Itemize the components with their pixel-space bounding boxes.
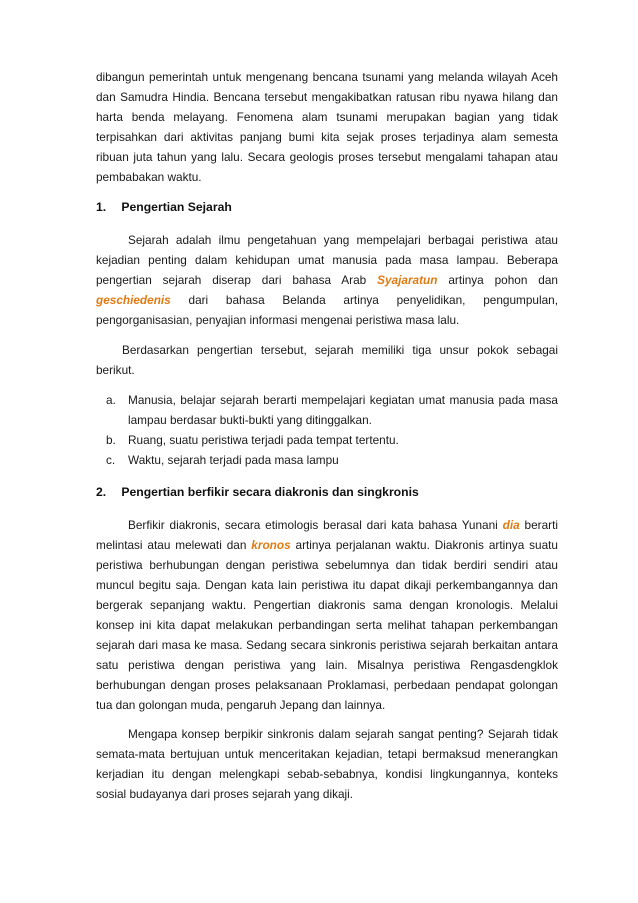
section-1-heading (96, 197, 558, 217)
text-run: Sejarah adalah ilmu pengetahuan yang mempelajari berbagai peristiwa atau kejadian penting dalam kehidupan umat manusia pada masa lampau. Beberapa pengertian sejarah diserap dari bahasa Arab (96, 233, 558, 288)
intro-paragraph: dibangun pemerintah untuk mengenang bencana tsunami yang melanda wilayah Aceh dan Samudra Hindia. Bencana tersebut mengakibatkan ratusan ribu nyawa hilang dan harta benda melayang. Fenomena alam tsunami merupakan bagian yang tidak terpisahkan dari aktivitas panjang bumi kita sejak proses terjadinya alam semesta ribuan juta tahun yang lalu. Secara geologis proses tersebut mengalami tahapan atau pembabakan waktu. (96, 70, 558, 184)
section-2-title: Pengertian berfikir secara diakronis dan singkronis (121, 485, 419, 500)
section-2-paragraph-1 (96, 516, 558, 715)
term-geschiedenis: geschiedenis (96, 293, 171, 308)
list-item (96, 391, 558, 431)
list-item (96, 431, 558, 451)
term-kronos: kronos (251, 538, 291, 553)
text-run: dari bahasa Belanda artinya penyelidikan, pengumpulan, pengorganisasian, penyajian informasi mengenai peristiwa masa lalu. (96, 293, 558, 328)
section-2-heading (96, 482, 558, 502)
list-item (96, 451, 558, 471)
section-2-number: 2. (96, 485, 107, 500)
list-text: Waktu, sejarah terjadi pada masa lampu (128, 452, 339, 467)
section-1-number: 1. (96, 200, 107, 215)
text-run: Berfikir diakronis, secara etimologis berasal dari kata bahasa Yunani (128, 518, 503, 533)
text-run: artinya perjalanan waktu. Diakronis artinya suatu peristiwa berhubungan dengan peristiwa sebelumnya dan tidak berdiri sendiri atau muncul begitu saja. Dengan kata lain peristiwa itu dapat dikaji perkembangannya dan bergerak sepanjang waktu. Pengertian diakronis sama dengan kronologis. Melalui konsep ini kita dapat melakukan perbandingan serta melihat tahapan perkembangan sejarah dari masa ke masa. Sedang secara sinkronis peristiwa sejarah berkaitan antara satu peristiwa dengan peristiwa yang lain. Misalnya peristiwa Rengasdengklok berhubungan dengan proses pelaksanaan Proklamasi, perbedaan pendapat golongan tua dan golongan muda, pengaruh Jepang dan lainnya. (96, 538, 558, 712)
list-text: Manusia, belajar sejarah berarti mempelajari kegiatan umat manusia pada masa lampau berdasar bukti-bukti yang ditinggalkan. (128, 392, 558, 427)
text-run: artinya pohon dan (437, 273, 558, 288)
list-marker: b. (106, 432, 116, 447)
section-1-paragraph-1 (96, 231, 558, 331)
list-text: Ruang, suatu peristiwa terjadi pada tempat tertentu. (128, 432, 399, 447)
term-dia: dia (502, 518, 520, 533)
term-syajaratun: Syajaratun (377, 273, 438, 288)
elements-list (96, 391, 558, 471)
section-1-title: Pengertian Sejarah (121, 200, 232, 215)
section-2-paragraph-2: Mengapa konsep berpikir sinkronis dalam sejarah sangat penting? Sejarah tidak semata-mata bertujuan untuk menceritakan kejadian, tetapi bermaksud menerangkan kerjadian itu dengan melengkapi sebab-sebabnya, kondisi lingkungannya, konteks sosial budayanya dari proses sejarah yang dikaji. (96, 727, 558, 802)
text-run: berarti melintasi atau melewati dan (96, 518, 558, 553)
list-marker: a. (106, 392, 116, 407)
list-marker: c. (106, 452, 116, 467)
section-1-paragraph-2: Berdasarkan pengertian tersebut, sejarah memiliki tiga unsur pokok sebagai berikut. (96, 342, 558, 377)
